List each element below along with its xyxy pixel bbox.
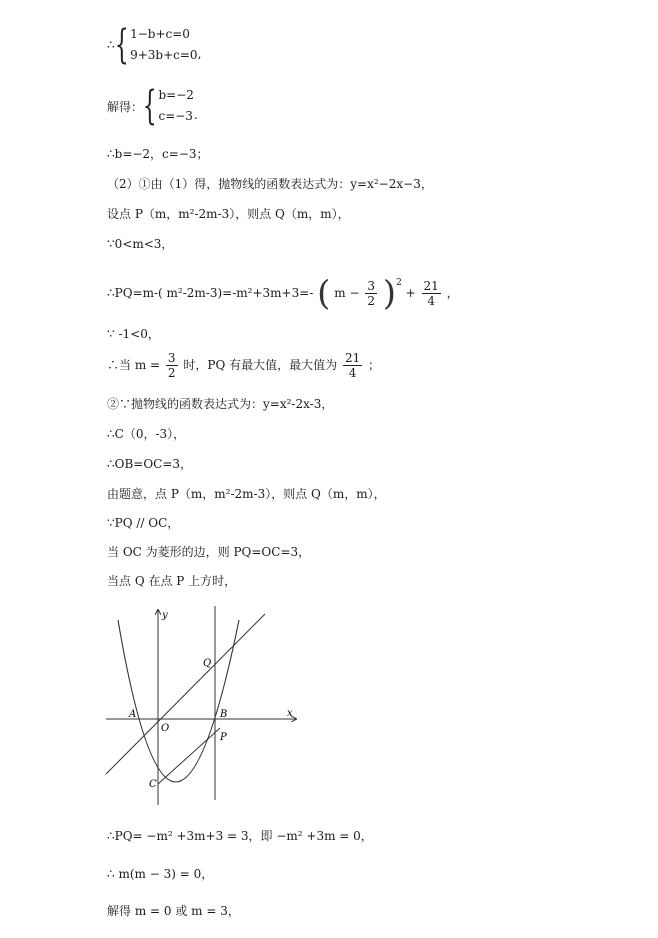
range-m: ∵0<m<3， — [107, 237, 174, 251]
max-value-line — [107, 350, 380, 380]
fraction-21-4 — [422, 279, 441, 308]
label-y: y — [162, 610, 168, 621]
fraction-numerator: 3 — [367, 279, 375, 293]
fraction-denominator: 4 — [427, 294, 435, 308]
label-c: C — [149, 779, 157, 790]
fraction-numerator: 21 — [423, 279, 439, 293]
square-exponent: 2 — [396, 278, 402, 288]
ob-oc: ∴OB=OC=3， — [107, 457, 193, 471]
line-y-equals-x — [106, 614, 265, 774]
solution-system — [107, 85, 198, 127]
point-c: ∴C（0，-3）， — [107, 427, 186, 441]
label-p: P — [220, 732, 227, 743]
fraction-denominator: 4 — [348, 366, 357, 380]
pq-inner: m − — [334, 286, 360, 300]
parabola-graph — [100, 600, 310, 810]
label-q: Q — [203, 658, 212, 669]
left-paren-icon: ( — [317, 273, 331, 314]
label-b: B — [220, 709, 228, 720]
rhombus-side: 当 OC 为菱形的边，则 PQ=OC=3， — [107, 545, 311, 559]
equation-end: , — [197, 47, 202, 61]
plus-sign: + — [405, 286, 416, 300]
solution-line: 解得 m = 0 或 m = 3， — [107, 904, 240, 918]
factor-line: ∴ m(m − 3) = 0， — [107, 867, 214, 881]
fraction-denominator: 2 — [367, 294, 375, 308]
left-brace-icon: { — [142, 83, 157, 129]
pq-expression — [107, 268, 459, 314]
therefore-symbol: ∴ — [107, 38, 115, 52]
solution-b: b=−2 — [158, 88, 194, 102]
fraction-numerator: 21 — [344, 351, 361, 365]
solution-stack — [158, 85, 193, 127]
solution-end: . — [193, 108, 198, 122]
point-p-again: 由题意，点 P（m，m²-2m-3），则点 Q（m，m）， — [107, 487, 386, 501]
line-cp — [158, 728, 220, 784]
right-paren-icon: ) — [382, 273, 397, 314]
pq-equation: ∴PQ= −m² +3m+3 = 3，即 −m² +3m = 0， — [107, 829, 373, 843]
equation-system-1 — [107, 24, 201, 66]
max-end: ； — [368, 358, 381, 372]
part2-intro: （2）①由（1）得，抛物线的函数表达式为：y=x²−2x−3， — [107, 177, 433, 191]
solution-c: c=−3 — [158, 109, 193, 123]
pq-end: ， — [446, 286, 459, 300]
label-a: A — [129, 709, 137, 720]
left-brace-icon: { — [114, 22, 129, 68]
part2-circle2: ②∵抛物线的函数表达式为：y=x²-2x-3， — [107, 397, 334, 411]
fraction-3-2 — [365, 279, 377, 308]
solve-label: 解得： — [107, 99, 144, 114]
fraction-21-4 — [343, 351, 362, 380]
fraction-3-2 — [166, 351, 178, 380]
equation-stack — [130, 24, 197, 66]
max-b: 时，PQ 有最大值，最大值为 — [183, 358, 338, 372]
set-point-p: 设点 P（m，m²-2m-3），则点 Q（m，m）， — [107, 207, 350, 221]
equation-1: 1−b+c=0 — [130, 27, 190, 41]
result-bc: ∴b=−2，c=−3； — [107, 147, 209, 161]
pq-lhs: ∴PQ=m-( m²-2m-3)=-m²+3m+3=- — [107, 286, 314, 300]
q-above-p: 当点 Q 在点 P 上方时， — [107, 574, 237, 588]
pq-parallel: ∵PQ // OC， — [107, 516, 180, 530]
fraction-numerator: 3 — [167, 351, 176, 365]
negative-coef: ∵ -1<0， — [107, 327, 160, 341]
equation-2: 9+3b+c=0 — [130, 48, 198, 62]
label-o: O — [161, 723, 170, 734]
label-x: x — [287, 708, 293, 719]
max-a: ∴当 m = — [107, 358, 161, 372]
fraction-denominator: 2 — [167, 366, 176, 380]
